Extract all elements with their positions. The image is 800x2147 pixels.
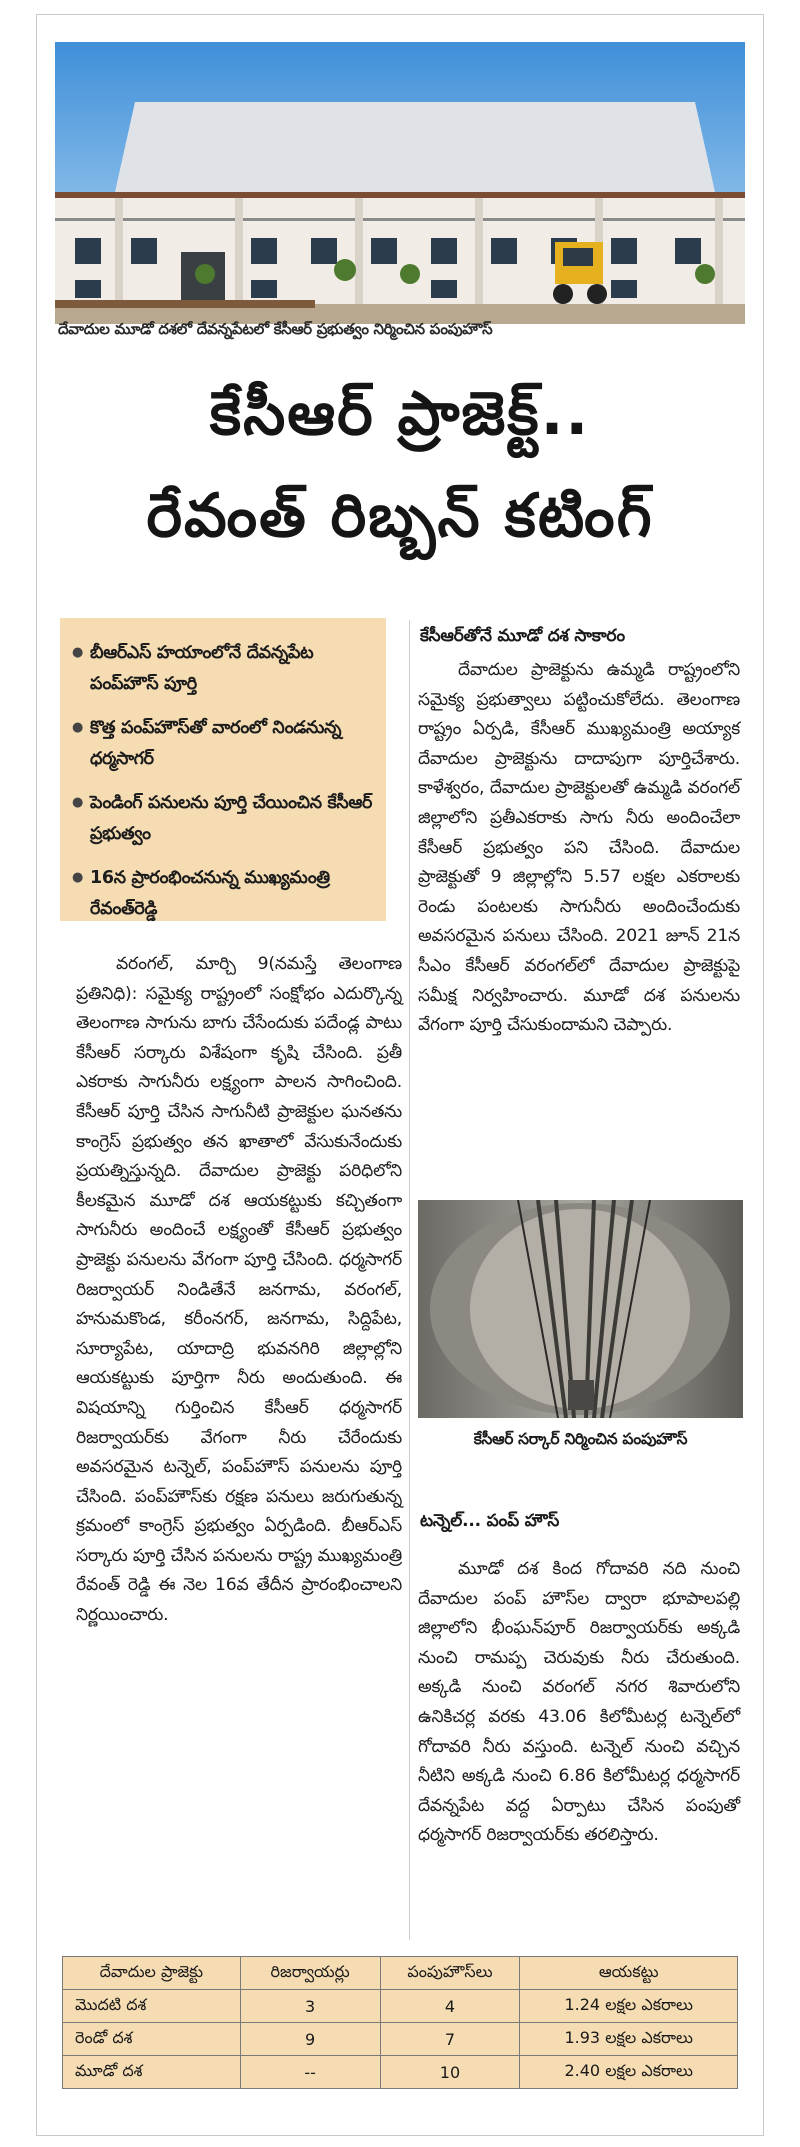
table-cell: 1.93 లక్షల ఎకరాలు <box>520 2023 738 2056</box>
table-cell: 1.24 లక్షల ఎకరాలు <box>520 1990 738 2023</box>
tunnel-photo-caption: కేసీఆర్ సర్కార్ నిర్మించిన పంపుహౌస్ <box>473 1430 688 1448</box>
table-row <box>63 1990 738 2023</box>
column-header: రిజర్వాయర్లు <box>240 1957 380 1990</box>
bullet-icon: ● <box>72 870 84 885</box>
left-column-body: వరంగల్, మార్చి 9(నమస్తే తెలంగాణ ప్రతినిధి): సమైక్య రాష్ట్రంలో సంక్షోభం ఎదుర్కొన్న తెలంగాణ సాగును బాగు చేసేందుకు పదేండ్ల పాటు కేసీఆర్ సర్కారు విశేషంగా కృషి చేసింది. ప్రతీ ఎకరాకు సాగునీరు లక్ష్యంగా పాలన సాగించింది. కేసీఆర్ పూర్తి చేసిన సాగునీటి ప్రాజెక్టుల ఘనతను కాంగ్రెస్ ప్రభుత్వం తన ఖాతాలో వేసుకునేందుకు ప్రయత్నిస్తున్నది. దేవాదుల ప్రాజెక్టు పరిధిలోని కీలకమైన మూడో దశ ఆయకట్టుకు కచ్చితంగా సాగునీరు అందించే లక్ష్యంతో కేసీఆర్ ప్రభుత్వం ప్రాజెక్టు పనులను వేగంగా పూర్తి చేసింది. ధర్మసాగర్ రిజర్వాయర్ నిండితేనే జనగామ, వరంగల్, హనుమకొండ, కరీంనగర్, జనగామ, సిద్దిపేట, సూర్యాపేట, యాదాద్రి భువనగిరి జిల్లాల్లోని ఆయకట్టుకు పూర్తిగా నీరు అందుతుంది. ఈ విషయాన్ని గుర్తించిన కేసీఆర్ ధర్మసాగర్ రిజర్వాయర్‌కు వేగంగా నీరు చేరేందుకు అవసరమైన టన్నెల్, పంప్‌హౌస్ పనులను పూర్తి చేసింది. పంప్‌హౌస్‌కు రక్షణ పనులు జరుగుతున్న క్రమంలో కాంగ్రెస్ ప్రభుత్వం ఏర్పడింది. బీఆర్ఎస్ సర్కారు పూర్తి చేసిన పనులను రాష్ట్ర ముఖ్యమంత్రి రేవంత్ రెడ్డి ఈ నెల 16వ తేదీన ప్రారంభించాలని నిర్ణయించారు. <box>76 954 402 1626</box>
highlight-item: ● బీఆర్ఎస్ హయాంలోనే దేవన్నపేట పంప్‌హౌస్ పూర్తి <box>72 638 376 700</box>
bullet-icon: ● <box>72 645 84 660</box>
highlights-box <box>60 618 386 921</box>
table-cell: 2.40 లక్షల ఎకరాలు <box>520 2056 738 2089</box>
devadula-phases-table <box>62 1956 738 2089</box>
table-cell: 7 <box>380 2023 520 2056</box>
table-row <box>63 2056 738 2089</box>
highlight-item: ● కొత్త పంప్‌హౌస్‌తో వారంలో నిండనున్న ధర్మసాగర్ <box>72 713 376 775</box>
table-header-row <box>63 1957 738 1990</box>
table-row <box>63 2023 738 2056</box>
right-subheading-2: టన్నెల్... పంప్ హౌస్ <box>420 1511 560 1531</box>
top-photo-caption: దేవాదుల మూడో దశలో దేవన్నపేటలో కేసీఆర్ ప్రభుత్వం నిర్మించిన పంపుహౌస్ <box>58 320 493 338</box>
tunnel-photo <box>418 1200 743 1418</box>
table-cell: 9 <box>240 2023 380 2056</box>
column-header: పంపుహౌస్‌లు <box>380 1957 520 1990</box>
highlight-item: ● పెండింగ్ పనులను పూర్తి చేయించిన కేసీఆర్ ప్రభుత్వం <box>72 788 376 850</box>
column-divider <box>409 620 410 1940</box>
table-cell: -- <box>240 2056 380 2089</box>
highlight-item: ● 16న ప్రారంభించనున్న ముఖ్యమంత్రి రేవంత్‌రెడ్డి <box>72 863 376 925</box>
table-cell: 4 <box>380 1990 520 2023</box>
bullet-icon: ● <box>72 795 84 810</box>
table-cell: రెండో దశ <box>63 2023 241 2056</box>
right-subheading-1: కేసీఆర్‌తోనే మూడో దశ సాకారం <box>420 626 625 646</box>
table-cell: మూడో దశ <box>63 2056 241 2089</box>
table-cell: 3 <box>240 1990 380 2023</box>
bullet-icon: ● <box>72 720 84 735</box>
right-column-body-1: దేవాదుల ప్రాజెక్టును ఉమ్మడి రాష్ట్రంలోని సమైక్య ప్రభుత్వాలు పట్టించుకోలేదు. తెలంగాణ రాష్ట్రం ఏర్పడి, కేసీఆర్ ముఖ్యమంత్రి అయ్యాక దేవాదుల ప్రాజెక్టును దాదాపుగా పూర్తిచేశారు. కాళేశ్వరం, దేవాదుల ప్రాజెక్టులతో ఉమ్మడి వరంగల్ జిల్లాలోని ప్రతీఎకరాకు సాగు నీరు అందించేలా కేసీఆర్ ప్రభుత్వం పని చేసింది. దేవాదుల ప్రాజెక్టుతో 9 జిల్లాల్లోని 5.57 లక్షల ఎకరాలకు రెండు పంటలకు సాగునీరు అందించేందుకు అవసరమైన పనులు చేసింది. 2021 జూన్ 21న సీఎం కేసీఆర్ వరంగల్‌లో దేవాదుల ప్రాజెక్టుపై సమీక్ష నిర్వహించారు. మూడో దశ పనులను వేగంగా పూర్తి చేసుకుందామని చెప్పారు. <box>418 660 740 1036</box>
column-header: దేవాదుల ప్రాజెక్టు <box>63 1957 241 1990</box>
headline-line-1: కేసీఆర్ ప్రాజెక్ట్.. <box>209 379 591 449</box>
table-cell: మొదటి దశ <box>63 1990 241 2023</box>
right-column-body-2: మూడో దశ కింద గోదావరి నది నుంచి దేవాదుల పంప్ హౌస్‌ల ద్వారా భూపాలపల్లి జిల్లాలోని భీంఘన్‌పూర్ రిజర్వాయర్‌కు అక్కడి నుంచి రామప్ప చెరువుకు నీరు చేరుతుంది. అక్కడి నుంచి వరంగల్ నగర శివారులోని ఉనికిచర్ల వరకు 43.06 కిలోమీటర్ల టన్నెల్‌లో గోదావరి నీరు వస్తుంది. టన్నెల్ నుంచి వచ్చిన నీటిని అక్కడి నుంచి 6.86 కిలోమీటర్ల ధర్మసాగర్ దేవన్నపేట వద్ద ఏర్పాటు చేసిన పంపుతో ధర్మసాగర్ రిజర్వాయర్‌కు తరలిస్తారు. <box>418 1559 740 1846</box>
table-cell: 10 <box>380 2056 520 2089</box>
headline-line-2: రేవంత్ రిబ్బన్ కటింగ్ <box>146 481 654 551</box>
column-header: ఆయకట్టు <box>520 1957 738 1990</box>
pump-house-photo <box>55 42 745 324</box>
